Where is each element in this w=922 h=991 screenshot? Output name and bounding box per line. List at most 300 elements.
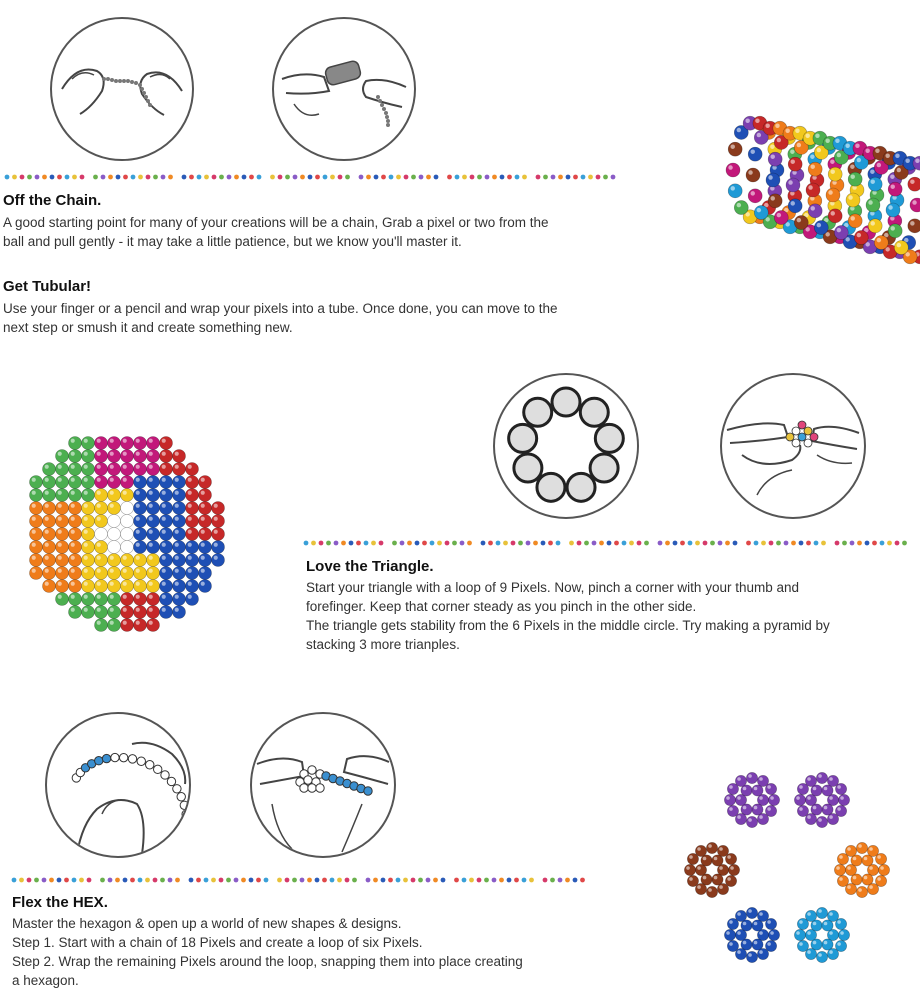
divider-dot <box>161 175 166 180</box>
magnet-ball <box>147 515 160 528</box>
magnet-ball <box>121 463 134 476</box>
magnet-ball <box>768 152 782 166</box>
divider-dot <box>880 541 885 546</box>
magnet-ball <box>82 463 95 476</box>
ball-highlight <box>45 491 49 495</box>
magnet-ball <box>56 515 69 528</box>
divider-dot <box>469 878 474 883</box>
divider-dot <box>345 878 350 883</box>
ball-highlight <box>136 478 140 482</box>
ball-highlight <box>71 439 75 443</box>
chain-pixel <box>102 754 110 762</box>
hex-line-3: Step 2. Wrap the remaining Pixels around the loop, snapping them into place creating <box>12 954 523 969</box>
chain-pixel <box>177 846 185 854</box>
divider-dot <box>629 541 634 546</box>
magnet-ball <box>160 580 173 593</box>
magnet-ball <box>134 554 147 567</box>
divider-dot <box>577 541 582 546</box>
ball-highlight <box>97 556 101 560</box>
chain-pixel <box>183 819 189 827</box>
ball-highlight <box>864 876 868 880</box>
ball-highlight <box>110 517 114 521</box>
magnet-ball <box>147 502 160 515</box>
divider-dot <box>322 878 327 883</box>
ball-highlight <box>149 439 153 443</box>
divider-dot <box>536 175 541 180</box>
ball-highlight <box>188 582 192 586</box>
magnet-ball <box>69 528 82 541</box>
magnet-ball <box>43 554 56 567</box>
magnet-ball <box>746 816 757 827</box>
magnet-ball <box>788 157 802 171</box>
hands-forming-hex-icon <box>250 712 396 858</box>
magnet-ball <box>765 783 776 794</box>
ball-highlight <box>201 569 205 573</box>
ball-highlight <box>768 175 772 179</box>
magnet-ball <box>82 489 95 502</box>
ball-highlight <box>737 777 741 781</box>
magnet-ball <box>160 541 173 554</box>
ball-highlight <box>175 504 179 508</box>
hex-pixel <box>304 776 312 784</box>
divider-dot <box>665 541 670 546</box>
pinching-triangle-icon <box>720 373 866 519</box>
ball-highlight <box>188 530 192 534</box>
ball-highlight <box>201 478 205 482</box>
ball-highlight <box>149 543 153 547</box>
divider-dot <box>437 541 442 546</box>
tubular-line-1: Use your finger or a pencil and wrap your pixels into a tube. Once done, you can move to the <box>3 301 558 316</box>
magnet-ball <box>134 580 147 593</box>
magnet-ball <box>160 450 173 463</box>
divider-dot <box>872 541 877 546</box>
divider-dot <box>352 878 357 883</box>
magnet-ball <box>717 883 728 894</box>
section-title-tubular: Get Tubular! <box>3 278 92 295</box>
ball-highlight <box>32 517 36 521</box>
ball-highlight <box>897 168 901 172</box>
magnet-ball <box>56 450 69 463</box>
divider-dot <box>219 175 224 180</box>
ball-highlight <box>149 452 153 456</box>
magnet-ball <box>95 606 108 619</box>
magnet-ball <box>121 541 134 554</box>
ball-highlight <box>829 912 833 916</box>
divider-dot <box>558 175 563 180</box>
divider-dot <box>5 175 10 180</box>
section-body-hex <box>12 914 523 990</box>
magnet-ball <box>30 502 43 515</box>
magnet-ball <box>199 489 212 502</box>
magnet-ball <box>82 580 95 593</box>
ball-highlight <box>737 796 741 800</box>
ball-highlight <box>71 556 75 560</box>
ball-highlight <box>799 785 803 789</box>
magnet-ball <box>186 463 199 476</box>
divider-dot <box>12 878 17 883</box>
divider-dot <box>515 175 520 180</box>
magnet-ball <box>108 463 121 476</box>
magnet-ball <box>69 450 82 463</box>
divider-dot <box>264 878 269 883</box>
magnet-ball <box>199 580 212 593</box>
divider-dot <box>887 541 892 546</box>
ball-highlight <box>162 543 166 547</box>
magnet-ball <box>173 528 186 541</box>
magnet-ball <box>848 214 862 228</box>
magnet-ball <box>888 224 902 238</box>
magnet-ball <box>108 567 121 580</box>
magnet-ball <box>826 188 840 202</box>
divider-dot <box>488 541 493 546</box>
magnet-ball <box>134 606 147 619</box>
magnet-ball <box>95 541 108 554</box>
divider-dot <box>330 175 335 180</box>
ball-highlight <box>188 465 192 469</box>
divider-dot <box>153 175 158 180</box>
magnet-ball <box>160 476 173 489</box>
loop-pixel <box>595 424 623 452</box>
ball-highlight <box>824 806 828 810</box>
ball-highlight <box>162 582 166 586</box>
ball-highlight <box>45 556 49 560</box>
divider-dot <box>573 175 578 180</box>
divider-dot <box>277 878 282 883</box>
divider-dot <box>65 175 70 180</box>
ball-highlight <box>97 569 101 573</box>
ball-highlight <box>45 517 49 521</box>
ball-highlight <box>912 200 916 204</box>
ball-highlight <box>754 941 758 945</box>
ball-highlight <box>708 844 712 848</box>
magnet-ball <box>147 593 160 606</box>
magnet-ball <box>56 580 69 593</box>
ball-highlight <box>847 847 851 851</box>
magnet-ball <box>212 515 225 528</box>
divider-dot <box>580 878 585 883</box>
ball-highlight <box>123 504 127 508</box>
divider-dot <box>285 878 290 883</box>
ball-highlight <box>767 785 771 789</box>
ball-highlight <box>123 608 127 612</box>
magnet-ball <box>95 619 108 632</box>
ball-highlight <box>71 491 75 495</box>
magnet-ball <box>95 450 108 463</box>
divider-dot <box>35 175 40 180</box>
ball-highlight <box>45 478 49 482</box>
ball-highlight <box>149 504 153 508</box>
magnet-ball <box>69 502 82 515</box>
magnet-ball <box>867 883 878 894</box>
ball-highlight <box>754 922 758 926</box>
loop-pixel <box>514 454 542 482</box>
chain-pixel <box>161 771 169 779</box>
magnet-ball <box>121 554 134 567</box>
divider-dot <box>821 541 826 546</box>
ball-highlight <box>759 931 763 935</box>
ball-highlight <box>869 885 873 889</box>
divider-dot <box>492 878 497 883</box>
divider-dot <box>565 878 570 883</box>
divider-dot <box>806 541 811 546</box>
divider-dot <box>548 541 553 546</box>
ball-highlight <box>214 517 218 521</box>
ball-highlight <box>748 909 752 913</box>
ball-highlight <box>110 478 114 482</box>
magnet-ball <box>212 554 225 567</box>
ball-highlight <box>737 203 741 207</box>
ball-highlight <box>770 154 774 158</box>
divider-dot <box>189 175 194 180</box>
magnet-ball <box>173 606 186 619</box>
ball-highlight <box>71 595 75 599</box>
chain-pixel <box>128 755 136 763</box>
divider-dot <box>569 541 574 546</box>
divider-dot <box>27 878 32 883</box>
magnet-ball <box>82 515 95 528</box>
divider-dot <box>326 541 331 546</box>
magnet-ball <box>173 476 186 489</box>
divider-dot <box>389 175 394 180</box>
divider-dot <box>496 541 501 546</box>
magnet-ball <box>30 554 43 567</box>
divider-dot <box>462 175 467 180</box>
ball-highlight <box>110 543 114 547</box>
magnet-ball <box>186 476 199 489</box>
ball-highlight <box>703 857 707 861</box>
divider-dot <box>123 878 128 883</box>
ball-highlight <box>162 530 166 534</box>
ball-highlight <box>110 530 114 534</box>
loop-pixel <box>509 424 537 452</box>
chain-line-2: ball and pull gently - it may take a little patience, but we know you'll master it. <box>3 234 462 249</box>
magnet-ball <box>695 845 706 856</box>
divider-dot <box>404 175 409 180</box>
divider-dot <box>49 878 54 883</box>
ball-highlight <box>839 877 843 881</box>
magnet-ball <box>121 489 134 502</box>
ball-highlight <box>748 953 752 957</box>
divider-dot <box>441 878 446 883</box>
divider-dot <box>227 175 232 180</box>
loop-pixel <box>524 398 552 426</box>
ball-highlight <box>188 517 192 521</box>
ball-highlight <box>817 148 821 152</box>
magnet-ball <box>43 489 56 502</box>
ball-highlight <box>858 888 862 892</box>
ball-highlight <box>58 556 62 560</box>
ball-highlight <box>201 517 205 521</box>
ball-highlight <box>201 491 205 495</box>
ball-highlight <box>97 452 101 456</box>
magnet-ball <box>108 476 121 489</box>
ball-highlight <box>45 530 49 534</box>
ball-highlight <box>97 517 101 521</box>
magnet-ball <box>894 241 908 255</box>
ball-highlight <box>71 504 75 508</box>
ball-highlight <box>201 556 205 560</box>
divider-dot <box>226 878 231 883</box>
divider-dot <box>566 175 571 180</box>
divider-dot <box>50 175 55 180</box>
ball-highlight <box>84 452 88 456</box>
divider-dot <box>710 541 715 546</box>
magnet-ball <box>121 580 134 593</box>
loop-pixel <box>590 454 618 482</box>
divider-dot <box>334 541 339 546</box>
divider-dot <box>146 175 151 180</box>
divider-dot <box>315 175 320 180</box>
ball-highlight <box>830 169 834 173</box>
divider-dot <box>80 175 85 180</box>
divider-dot <box>300 175 305 180</box>
divider-dot <box>592 541 597 546</box>
magnet-ball <box>56 502 69 515</box>
divider-dot <box>315 878 320 883</box>
ball-highlight <box>840 796 844 800</box>
magnet-ball <box>121 437 134 450</box>
magnet-ball <box>212 528 225 541</box>
magnet-ball <box>797 805 808 816</box>
hexagon-flower-photo <box>672 755 907 980</box>
magnet-ball <box>816 772 827 783</box>
ball-highlight <box>905 159 909 163</box>
ball-highlight <box>71 608 75 612</box>
magnet-ball <box>95 515 108 528</box>
magnet-ball <box>160 567 173 580</box>
divider-dot <box>257 175 262 180</box>
ball-highlight <box>136 504 140 508</box>
magnet-ball <box>95 528 108 541</box>
ball-highlight <box>123 556 127 560</box>
ball-highlight <box>868 200 872 204</box>
divider-dot <box>791 541 796 546</box>
magnet-ball <box>735 910 746 921</box>
ball-highlight <box>175 517 179 521</box>
hex-pixel <box>316 784 324 792</box>
ball-highlight <box>829 796 833 800</box>
ball-highlight <box>110 621 114 625</box>
magnet-ball <box>748 189 762 203</box>
divider-dot <box>485 175 490 180</box>
ball-highlight <box>770 796 774 800</box>
magnet-ball <box>835 918 846 929</box>
ball-highlight <box>188 504 192 508</box>
ball-highlight <box>149 595 153 599</box>
ball-highlight <box>136 543 140 547</box>
ball-highlight <box>32 543 36 547</box>
divider-dot <box>814 541 819 546</box>
ball-highlight <box>84 439 88 443</box>
divider-dot <box>87 878 92 883</box>
magnet-ball <box>56 489 69 502</box>
divider-dot <box>373 878 378 883</box>
divider-dot <box>680 541 685 546</box>
ball-highlight <box>71 478 75 482</box>
ball-highlight <box>759 796 763 800</box>
magnet-ball <box>43 541 56 554</box>
triangle-line-4: stacking 3 more trianples. <box>306 637 460 652</box>
divider-dot <box>541 541 546 546</box>
ball-highlight <box>201 504 205 508</box>
ball-highlight <box>807 796 811 800</box>
magnet-ball <box>30 567 43 580</box>
divider-dot <box>477 175 482 180</box>
loop-pixel <box>567 473 595 501</box>
magnetic-sphere-photo <box>8 420 238 640</box>
ball-highlight <box>71 452 75 456</box>
divider-dot <box>241 878 246 883</box>
ball-highlight <box>808 185 812 189</box>
magnet-ball <box>69 489 82 502</box>
magnet-ball <box>69 606 82 619</box>
magnet-ball <box>173 554 186 567</box>
ball-highlight <box>214 504 218 508</box>
divider-dot <box>573 878 578 883</box>
ball-highlight <box>750 191 754 195</box>
ball-highlight <box>123 582 127 586</box>
magnet-ball <box>108 580 121 593</box>
divider-dot <box>526 541 531 546</box>
magnet-ball <box>837 875 848 886</box>
magnet-ball <box>82 593 95 606</box>
divider-dot <box>359 175 364 180</box>
ball-highlight <box>58 504 62 508</box>
magnet-ball <box>108 619 121 632</box>
ball-highlight <box>110 582 114 586</box>
magnet-ball <box>121 619 134 632</box>
magnet-ball <box>765 918 776 929</box>
magnet-ball <box>160 606 173 619</box>
magnet-ball <box>134 463 147 476</box>
divider-dot <box>673 541 678 546</box>
chain-pixel <box>146 761 154 769</box>
magnet-ball <box>875 853 886 864</box>
magnet-ball <box>706 842 717 853</box>
magnet-ball <box>746 168 760 182</box>
ball-highlight <box>807 912 811 916</box>
ball-highlight <box>729 807 733 811</box>
magnet-ball <box>874 236 888 250</box>
divider-dot <box>219 878 224 883</box>
ball-highlight <box>858 844 862 848</box>
ball-highlight <box>877 855 881 859</box>
magnet-ball <box>134 541 147 554</box>
chain-pixel <box>154 765 162 773</box>
divider-dot <box>196 878 201 883</box>
divider-dot <box>345 175 350 180</box>
magnet-ball <box>728 864 739 875</box>
magnet-ball <box>108 528 121 541</box>
divider-dot <box>415 541 420 546</box>
divider-dot <box>467 541 472 546</box>
magnet-ball <box>808 162 822 176</box>
ball-highlight <box>201 530 205 534</box>
magnet-ball <box>121 515 134 528</box>
ball-highlight <box>767 942 771 946</box>
ball-highlight <box>853 857 857 861</box>
ball-highlight <box>123 543 127 547</box>
ball-highlight <box>828 190 832 194</box>
ball-highlight <box>807 815 811 819</box>
ball-highlight <box>175 543 179 547</box>
ball-highlight <box>837 228 841 232</box>
ball-highlight <box>149 582 153 586</box>
ball-highlight <box>175 556 179 560</box>
ball-highlight <box>836 866 840 870</box>
ball-highlight <box>175 478 179 482</box>
magnet-ball <box>199 554 212 567</box>
